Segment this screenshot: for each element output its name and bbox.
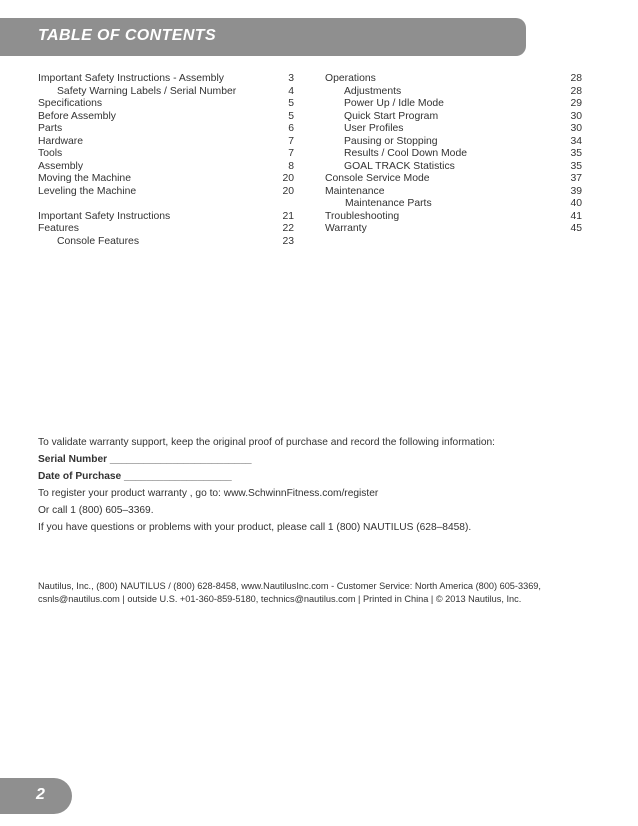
toc-entry-page: 28 (570, 85, 582, 97)
toc-entry (325, 173, 582, 186)
warranty-questions: If you have questions or problems with your product, please call 1 (800) NAUTILUS (628–8458). (38, 522, 472, 533)
toc-entry-title: Assembly (38, 160, 84, 172)
toc-entry (325, 211, 582, 224)
toc-entry-title: Warranty (325, 223, 367, 234)
serial-number-field: Serial Number _________________________ (38, 454, 252, 465)
toc-entry (325, 136, 582, 149)
toc-entry (38, 86, 294, 99)
toc-entry (325, 73, 582, 86)
toc-entry (38, 223, 294, 236)
toc-entry (325, 86, 582, 99)
toc-entry-page: 23 (282, 235, 294, 247)
toc-entry (325, 148, 582, 161)
toc-entry (325, 223, 582, 236)
date-of-purchase-field: Date of Purchase ___________________ (38, 471, 232, 482)
page-number-tab (0, 778, 72, 814)
toc-entry-page: 30 (570, 123, 582, 134)
toc-entry-page: 45 (570, 223, 582, 234)
toc-entry-title: Hardware (38, 135, 84, 147)
toc-entry-title: Console Service Mode (325, 173, 430, 184)
toc-entry (38, 161, 294, 174)
toc-right-column (325, 73, 582, 236)
toc-entry (38, 198, 294, 223)
toc-entry-page: 37 (570, 173, 582, 184)
footer-line-1: Nautilus, Inc., (800) NAUTILUS / (800) 628-8458, www.NautilusInc.com - Customer Service: North America (800) 605-3369, (38, 581, 541, 591)
header-banner (0, 18, 526, 56)
toc-entry-page: 41 (570, 210, 582, 222)
toc-entry-page: 40 (570, 198, 582, 209)
toc-entry-title: Console Features (57, 235, 140, 247)
toc-entry-page: 4 (288, 85, 294, 97)
toc-entry (38, 73, 294, 86)
toc-entry-page: 35 (570, 160, 582, 172)
toc-entry (325, 123, 582, 136)
toc-entry-title: Leveling the Machine (38, 185, 137, 197)
toc-entry-title: Maintenance Parts (345, 198, 432, 209)
toc-entry-title: User Profiles (344, 123, 404, 134)
toc-entry (325, 111, 582, 124)
warranty-info (38, 434, 598, 536)
company-footer (38, 580, 608, 605)
toc-entry (325, 198, 582, 211)
toc-entry-title: Results / Cool Down Mode (344, 148, 468, 159)
toc-entry-title: Operations (325, 73, 376, 84)
toc-entry-page: 22 (282, 223, 294, 234)
toc-entry-page: 35 (570, 148, 582, 159)
toc-entry (38, 186, 294, 199)
toc-entry-title: Before Assembly (38, 110, 116, 122)
toc-entry-title: Tools (38, 148, 63, 159)
warranty-intro: To validate warranty support, keep the original proof of purchase and record the following information: (38, 437, 495, 448)
toc-entry (38, 98, 294, 111)
footer-line-2: csnls@nautilus.com | outside U.S. +01-360-859-5180, technics@nautilus.com | Printed in China | © 2013 Nautilus, Inc. (38, 593, 522, 604)
toc-entry-title: Moving the Machine (38, 173, 131, 184)
toc-entry-title: Features (38, 223, 80, 234)
toc-entry (38, 173, 294, 186)
toc-entry-title: Pausing or Stopping (344, 135, 438, 147)
toc-entry-page: 20 (282, 173, 294, 184)
toc-entry-page: 21 (282, 210, 294, 222)
toc-entry (325, 186, 582, 199)
toc-entry-page: 29 (570, 98, 582, 109)
toc-entry-page: 20 (282, 185, 294, 197)
warranty-call: Or call 1 (800) 605–3369. (38, 505, 154, 516)
toc-entry-page: 7 (288, 135, 294, 147)
toc-entry (325, 161, 582, 174)
toc-entry-title: Safety Warning Labels / Serial Number (57, 85, 237, 97)
toc-entry-title: Important Safety Instructions - Assembly (38, 73, 224, 84)
warranty-register: To register your product warranty , go to: www.SchwinnFitness.com/register (38, 488, 379, 499)
toc-entry-title: Quick Start Program (344, 110, 439, 122)
toc-entry-page: 28 (570, 73, 582, 84)
toc-entry-page: 8 (288, 160, 294, 172)
toc-entry-title: Important Safety Instructions (38, 210, 171, 222)
toc-entry-title: Troubleshooting (325, 210, 400, 222)
toc-entry (38, 148, 294, 161)
toc-entry-title: Adjustments (344, 85, 402, 97)
toc-left-column (38, 73, 294, 248)
toc-entry-title: Maintenance (325, 185, 385, 197)
toc-entry (325, 98, 582, 111)
toc-entry-page: 3 (288, 73, 294, 84)
page-number: 2 (36, 786, 45, 803)
toc-entry (38, 111, 294, 124)
page-title: TABLE OF CONTENTS (38, 27, 217, 44)
toc-entry-title: Parts (38, 123, 63, 134)
toc-entry-title: Power Up / Idle Mode (344, 98, 444, 109)
toc-entry-page: 34 (570, 135, 582, 147)
toc-entry-title: Specifications (38, 98, 103, 109)
toc-entry-page: 39 (570, 185, 582, 197)
toc-entry-title: GOAL TRACK Statistics (344, 160, 455, 172)
toc-entry-page: 5 (288, 98, 294, 109)
toc-entry (38, 236, 294, 249)
toc-entry (38, 123, 294, 136)
toc-entry-page: 30 (570, 110, 582, 122)
toc-entry (38, 136, 294, 149)
toc-entry-page: 5 (288, 110, 294, 122)
toc-entry-page: 7 (288, 148, 294, 159)
toc-entry-page: 6 (288, 123, 294, 134)
